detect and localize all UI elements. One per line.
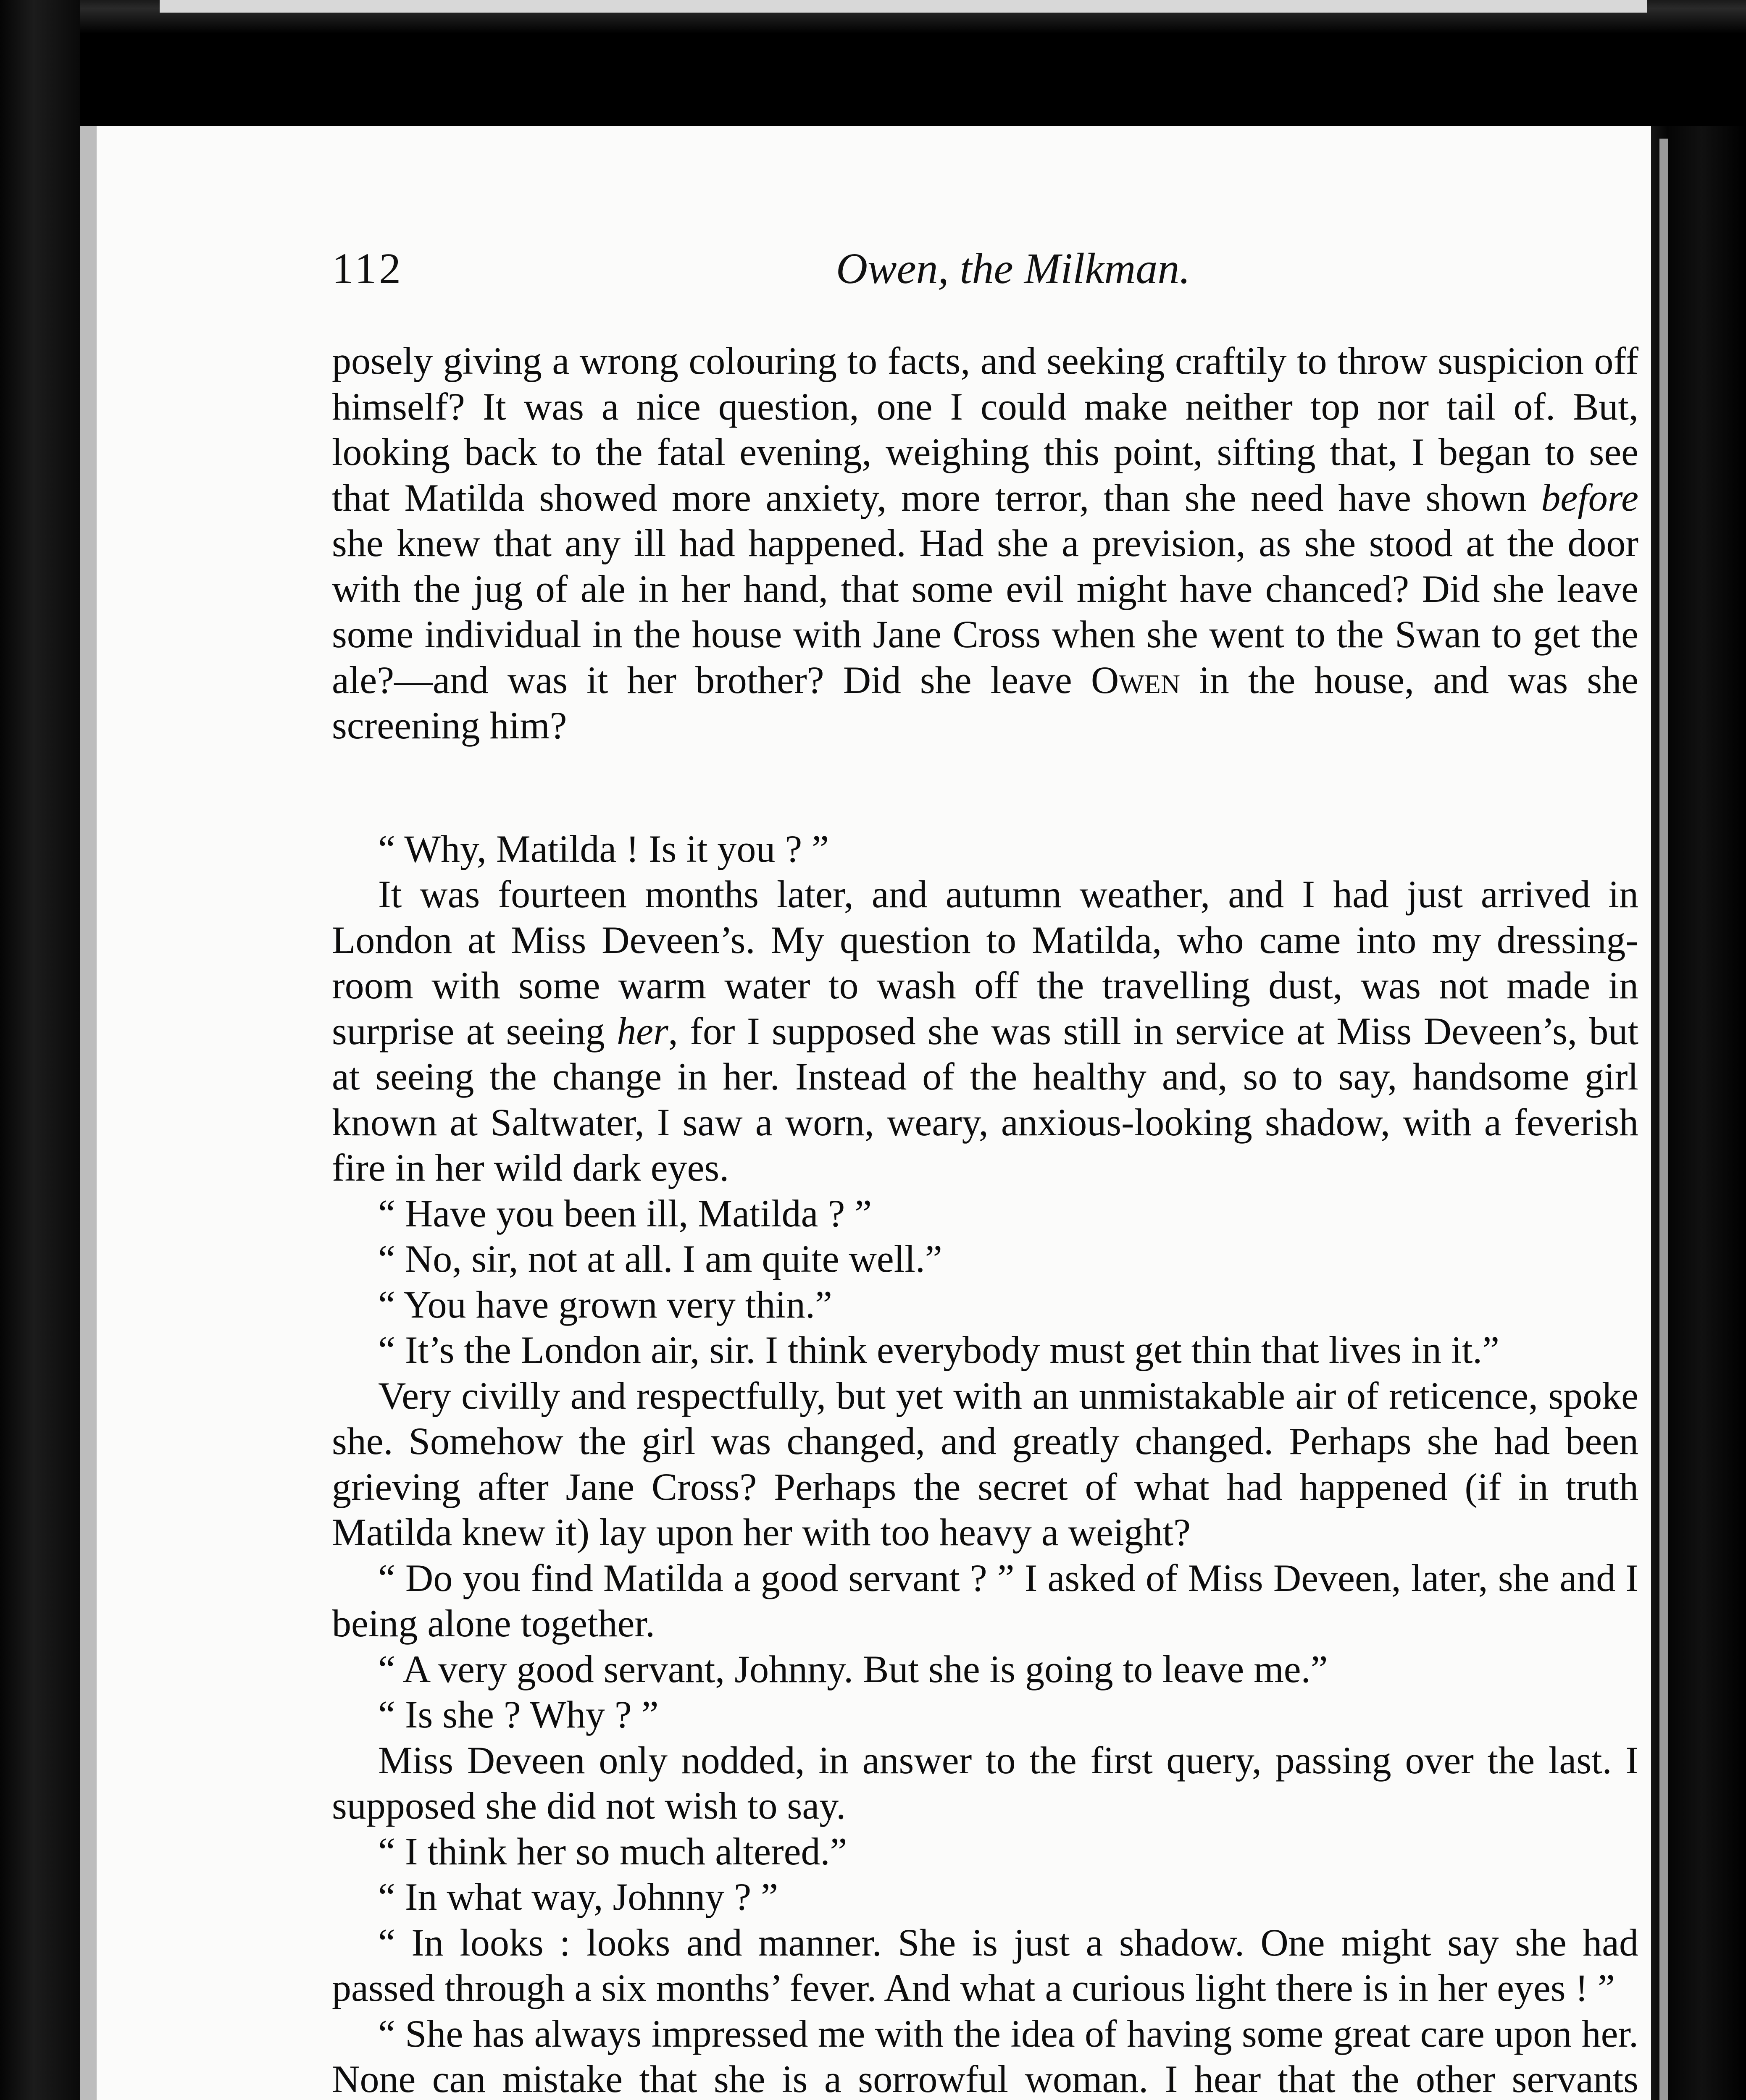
paragraph: [332, 1327, 1638, 1373]
paragraph: [332, 338, 1638, 748]
page-text: [332, 338, 1638, 2100]
paragraph-text: “ No, sir, not at all. I am quite well.”: [378, 1237, 942, 1280]
paragraph: [332, 1282, 1638, 1328]
previous-page-edge: [160, 0, 1647, 13]
paragraph: [332, 1829, 1638, 1874]
paragraph-text: “ Do you find Matilda a good servant ? ” I asked of Miss Deveen, later, she and I being alone together.: [332, 1556, 1638, 1645]
paragraph-text: “ She has always impressed me with the idea of having some great care upon her. None can mistake that she is a sorrowful woman. I hear that the other servants: [332, 2012, 1638, 2100]
running-title: Owen, the Milkman.: [836, 244, 1191, 293]
paragraph: [332, 1373, 1638, 1555]
paragraph-text: she knew that any ill had happened. Had she a prevision, as she stood at the door with the jug of ale in her hand, that some evil might have chanced? Did she leave some individual in the house with Jane Cross when she went to the Swan to get the ale?—and was it her brother? Did she leave: [332, 522, 1638, 701]
emphasis-text: Owen: [1091, 658, 1181, 701]
emphasis-text: her: [617, 1009, 668, 1053]
paragraph-text: “ It’s the London air, sir. I think everybody must get thin that lives in it.”: [378, 1328, 1499, 1371]
paragraph-text: “ In looks : looks and manner. She is just a shadow. One might say she had passed through a six months’ fever. And what a curious light there is in her eyes ! ”: [332, 1921, 1638, 2009]
paragraph-text: “ I think her so much altered.”: [378, 1830, 847, 1873]
paragraph: [332, 1646, 1638, 1692]
page-number: 112: [332, 244, 404, 293]
paragraph: [332, 872, 1638, 1191]
running-head: [332, 244, 1634, 307]
paragraph-text: “ Why, Matilda ! Is it you ? ”: [378, 827, 829, 870]
paragraph: [332, 826, 1638, 872]
paragraph: [332, 1191, 1638, 1236]
scanner-top-border: [0, 0, 1746, 126]
paragraph-text: It was fourteen months later, and autumn weather, and I had just arrived in London at Miss Deveen’s. My question to Matilda, who came into my dressing-room with some warm water to wash off the travelling dust, was not made in surprise at seeing: [332, 873, 1638, 1053]
paragraph-text: Miss Deveen only nodded, in answer to the first query, passing over the last. I supposed she did not wish to say.: [332, 1738, 1638, 1827]
paragraph-text: , for I supposed she was still in service at Miss Deveen’s, but at seeing the change in her. Instead of the healthy and, so to say, handsome girl known at Saltwater, I saw a worn, weary, anxious-looking shadow, with a feverish fire in her wild dark eyes.: [332, 1009, 1638, 1189]
paragraph-text: in the house, and was she screening him?: [332, 658, 1639, 747]
scanner-left-border: [0, 0, 80, 2100]
paragraph: [332, 2011, 1638, 2100]
book-page: [80, 126, 1651, 2100]
paragraph-text: “ In what way, Johnny ? ”: [378, 1875, 778, 1918]
paragraph: [332, 1874, 1638, 1920]
emphasis-text: before: [1541, 476, 1638, 519]
paragraph: [332, 1555, 1638, 1646]
paragraph-text: “ Have you been ill, Matilda ? ”: [378, 1192, 872, 1235]
paragraph-text: “ A very good servant, Johnny. But she is going to leave me.”: [378, 1647, 1328, 1690]
paragraph-text: “ Is she ? Why ? ”: [378, 1693, 659, 1736]
paragraph-text: Very civilly and respectfully, but yet with an unmistakable air of reticence, spoke she. Somehow the girl was changed, and greatly changed. Perhaps she had been grieving after Jane Cross? Perhaps the secret of what had happened (if in truth Matilda knew it) lay upon her with too heavy a weight?: [332, 1374, 1638, 1554]
paragraph: [332, 1738, 1638, 1829]
paragraph: [332, 1236, 1638, 1282]
paragraph-text: “ You have grown very thin.”: [378, 1283, 832, 1326]
next-page-edge: [1659, 139, 1668, 2100]
paragraph-text: posely giving a wrong colouring to facts, and seeking craftily to throw suspicion off himself? It was a nice question, one I could make neither top nor tail of. But, looking back to the fatal evening, weighing this point, sifting that, I began to see that Matilda showed more anxiety, more terror, than she need have shown: [332, 339, 1638, 519]
paragraph: [332, 1692, 1638, 1738]
paragraph: [332, 1920, 1638, 2011]
